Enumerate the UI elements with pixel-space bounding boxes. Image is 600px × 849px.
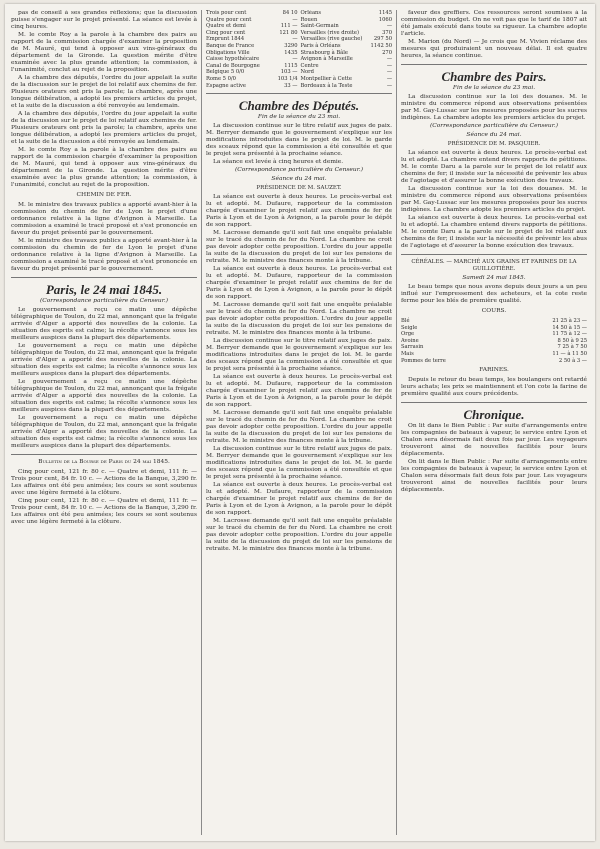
row-value: 1115 [284,62,298,69]
deputes-paragraph: La séance est ouverte à deux heures. Le procès-verbal est lu et adopté. M. Dufaure, rapporteur de la commission chargée d'examiner le projet relatif aux chemins de fer de Paris à Lyon et de Lyon à Avignon, a la parole pour le dépôt de son rapport. [206,482,392,517]
deputes-paragraph: M. Lacrosse demande qu'il soit fait une enquête préalable sur le tracé du chemin de fer du Nord. La chambre ne croit pas devoir adopter cette proposition. L'ordre du jour appelle la suite de la discussion du projet de loi sur les pensions de retraite. M. le ministre des finances monte à la tribune. [206,518,392,553]
row-label: Nord [300,69,314,76]
row-label: Rome 5 0/0 [206,75,236,82]
table-row [401,318,587,325]
divider [11,454,197,455]
bourse-paragraph: Cinq pour cent, 121 fr. 80 c. — Quatre et demi, 111 fr. — Trois pour cent, 84 fr. 10 c. — Actions de la Banque, 3,290 fr. Les affaires ont été peu animées; les cours se sont soutenus avec une légère fermeté à la clôture. [11,498,197,525]
row-value: 121 80 [279,29,298,36]
table-row [301,69,393,76]
pairs-report-paragraph: M. le comte Roy a la parole à la chambre des pairs au rapport de la commission chargée d'examiner la proposition de M. Mauré, qui tend à opposer aux vins-généraux du département de la Gironde. La question mérite d'être examinée avec la plus grande attention; la commission, à l'unanimité, conclut au rejet de la proposition. [11,147,197,188]
cours-heading: COURS. [481,308,507,314]
table-row [301,83,393,90]
divider [11,277,197,278]
row-value: 3290 [284,42,298,49]
divider [206,93,392,94]
row-value: 370 [382,29,392,36]
row-value: — [386,69,392,76]
row-value: 11 75 à 12 — [552,331,587,338]
session-date: Séance du 24 mai. [271,176,327,183]
column-rule [396,10,397,835]
row-value: 33 — [284,82,298,89]
farines-heading: FARINES. [479,367,509,374]
row-label: Paris à Orléans [300,42,341,49]
table-row [206,56,298,63]
column-left [11,10,197,835]
correspondence-note: (Correspondance particulière du Censeur.) [429,123,559,129]
chronique-paragraph: On lit dans le Bien Public : Par suite d'arrangements entre les compagnies de bateaux à vapeur, le service entre Lyon et Chalon sera désormais fait deux fois par jour. Les voyageurs trouveront ainsi de nouvelles facilités pour leurs déplacements. [401,459,587,494]
table-row [206,17,298,24]
row-label: Quatre et demi [206,23,246,30]
row-value: 270 [382,49,392,56]
dateline-subtitle: (Correspondance particulière du Censeur.) [39,298,169,304]
row-value: 1435 [284,49,298,56]
row-label: Canal de Bourgogne [206,62,260,69]
chronique-paragraph: On lit dans le Bien Public : Par suite d'arrangements entre les compagnies de bateaux à vapeur, le service entre Lyon et Chalon sera désormais fait deux fois par jour. Les voyageurs trouveront ainsi de nouvelles facilités pour leurs déplacements. [401,423,587,458]
divider [401,254,587,255]
deputes-paragraph: La discussion continue sur le titre relatif aux juges de paix. M. Berryer demande que le gouvernement s'explique sur les modifications introduites dans le projet de loi. M. le garde des sceaux répond que la commission a été consultée et que le projet sera présenté à la prochaine séance. [206,446,392,481]
row-label: Mais [401,350,414,357]
row-value: 8 50 à 9 25 [557,337,587,344]
row-label: Orléans [300,10,322,16]
row-label: Orge [401,331,415,338]
row-label: Espagne active [206,82,246,89]
divider [401,64,587,65]
deputes-heading: Chambre des Députés. [238,98,360,114]
row-label: Bordeaux à la Teste [300,82,353,89]
row-value: — [386,62,392,69]
stock-table-right [301,10,393,89]
correspondence-note: (Correspondance particulière du Censeur.) [234,167,364,174]
row-value: 84 10 [282,10,298,16]
market-heading: CÉRÉALES. — MARCHÉ AUX GRAINS ET FARINES DE LA GUILLOTIÈRE. [411,259,577,272]
paris-paragraph: Le gouvernement a reçu ce matin une dépêche télégraphique de Toulon, du 22 mai, annonçant que la frégate arrivée d'Alger a apporté des nouvelles de la colonie. La situation des esprits est calme; la récolte s'annonce sous les meilleurs auspices dans la plupart des départements. [11,307,197,341]
deputes-paragraph: A la chambre des députés, l'ordre du jour appelait la suite de la discussion sur le projet de loi relatif aux chemins de fer. Plusieurs orateurs ont pris la parole; la chambre, après une longue délibération, a adopté les premiers articles du projet, et la suite de la discussion a été renvoyée au lendemain. [11,111,197,145]
paris-paragraph: Le gouvernement a reçu ce matin une dépêche télégraphique de Toulon, du 22 mai, annonçant que la frégate arrivée d'Alger a apporté des nouvelles de la colonie. La situation des esprits est calme; la récolte s'annonce sous les meilleurs auspices dans la plupart des départements. [11,343,197,377]
table-row [206,69,298,76]
stock-table-left [206,10,298,89]
row-label: Montpellier à Cette [300,75,352,82]
row-value: — [292,56,298,63]
paris-paragraph: Le gouvernement a reçu ce matin une dépêche télégraphique de Toulon, du 22 mai, annonçant que la frégate arrivée d'Alger a apporté des nouvelles de la colonie. La situation des esprits est calme; la récolte s'annonce sous les meilleurs auspices dans la plupart des départements. [11,379,197,413]
pairs-heading: Chambre des Pairs. [441,69,547,84]
deputes-paragraph: La séance est levée à cinq heures et demie. [213,159,344,166]
row-value: 297 50 [373,36,392,43]
presidence-line: PRÉSIDENCE DE M. PASQUIER. [447,141,541,147]
table-row [301,76,393,83]
greffiers-paragraph: M. Marion (du Nord) — Je crois que M. Vivien réclame des mesures qui produiraient un nouveau délai. Il est quatre heures, la séance continue. [401,39,587,59]
column-right [401,10,587,835]
row-label: Pommes de terre [401,357,446,364]
table-row [206,10,298,17]
chemin-paragraph: M. le ministre des travaux publics a apporté avant-hier à la commission du chemin de fer de Lyon le projet d'une ordonnance relative à la ligne d'Avignon à Marseille. La commission a examiné le tracé proposé et s'est prononcée en faveur du projet présenté par le gouvernement. [11,238,197,272]
table-row [206,36,298,43]
bourse-heading: Bulletin de la Bourse de Paris du 24 mai 1845. [38,459,170,465]
pairs-paragraph: La discussion continue sur la loi des douanes. M. le ministre du commerce répond aux observations présentées par M. Gay-Lussac sur les mesures proposées pour les sucres indigènes. La chambre adopte les premiers articles du projet. [401,94,587,121]
table-row [301,63,393,70]
intro-paragraph: pas de conseil à ses grandes réflexions; que la discussion puisse s'engager sur le projet présenté. La séance est levée à cinq heures. [11,10,197,30]
row-label: Belgique 5 0/0 [206,69,245,76]
deputes-paragraph: La discussion continue sur le titre relatif aux juges de paix. M. Berryer demande que le gouvernement s'explique sur les modifications introduites dans le projet de loi. M. le garde des sceaux répond que la commission a été consultée et que le projet sera présenté à la prochaine séance. [206,123,392,158]
row-label: Sarrasin [401,344,424,351]
table-row [401,331,587,338]
table-row [301,23,393,30]
pairs-paragraph: La séance est ouverte à deux heures. Le procès-verbal est lu et adopté. La chambre entend divers rapports de pétitions. M. le comte Daru a la parole sur le projet de loi relatif aux chemins de fer; il insiste sur la nécessité de prévenir les abus de l'agiotage et d'assurer la bonne exécution des travaux. [401,150,587,184]
row-value: — [386,56,392,63]
row-label: Avoine [401,337,419,344]
column-middle [206,10,392,835]
pairs-subtitle: Fin de la séance du 23 mai. [452,85,536,91]
column-rule [201,10,202,835]
row-label: Versailles (rive droite) [300,29,360,36]
row-value: — [386,82,392,89]
table-row [206,43,298,50]
row-label: Strasbourg à Bâle [300,49,348,56]
deputes-paragraph: La séance est ouverte à deux heures. Le procès-verbal est lu et adopté. M. Dufaure, rapporteur de la commission chargée d'examiner le projet relatif aux chemins de fer de Paris à Lyon et de Lyon à Avignon, a la parole pour le dépôt de son rapport. [206,266,392,301]
row-value: 103 — [280,69,298,76]
row-value: — [386,23,392,30]
row-value: 1060 [378,16,392,23]
row-label: Versailles (rive gauche) [300,36,363,43]
table-row [206,83,298,90]
deputes-paragraph: La séance est ouverte à deux heures. Le procès-verbal est lu et adopté. M. Dufaure, rapporteur de la commission chargée d'examiner le projet relatif aux chemins de fer de Paris à Lyon et de Lyon à Avignon, a la parole pour le dépôt de son rapport. [206,374,392,409]
pairs-paragraph: La discussion continue sur la loi des douanes. M. le ministre du commerce répond aux observations présentées par M. Gay-Lussac sur les mesures proposées pour les sucres indigènes. La chambre adopte les premiers articles du projet. [401,186,587,213]
row-value: 2 50 à 3 — [558,357,587,364]
table-row [301,10,393,17]
row-value: 14 50 à 15 — [552,324,587,331]
row-label: Emprunt 1844 [206,36,245,43]
row-label: Banque de France [206,42,255,49]
section-heading-chemin-de-fer: CHEMIN DE FER. [76,192,132,198]
table-row [401,358,587,365]
deputes-paragraph: M. Lacrosse demande qu'il soit fait une enquête préalable sur le tracé du chemin de fer du Nord. La chambre ne croit pas devoir adopter cette proposition. L'ordre du jour appelle la suite de la discussion du projet de loi sur les pensions de retraite. M. le ministre des finances monte à la tribune. [206,302,392,337]
row-label: Rouen [300,16,318,23]
chemin-paragraph: M. le ministre des travaux publics a apporté avant-hier à la commission du chemin de fer de Lyon le projet d'une ordonnance relative à la ligne d'Avignon à Marseille. La commission a examiné le tracé proposé et s'est prononcée en faveur du projet présenté par le gouvernement. [11,202,197,236]
table-row [301,36,393,43]
newspaper-page [5,4,595,841]
farines-paragraph: Depuis le retour du beau temps, les boulangers ont retardé leurs achats; les prix se maintiennent et l'on cote la farine de première qualité aux cours précédents. [401,377,587,398]
row-value: 7 25 à 7 50 [557,344,587,351]
row-value: — [386,75,392,82]
row-label: Blé [401,318,410,324]
bourse-paragraph: Cinq pour cent, 121 fr. 80 c. — Quatre et demi, 111 fr. — Trois pour cent, 84 fr. 10 c. — Actions de la Banque, 3,290 fr. Les affaires ont été peu animées; les cours se sont soutenus avec une légère fermeté à la clôture. [11,469,197,496]
deputes-paragraph: M. Lacrosse demande qu'il soit fait une enquête préalable sur le tracé du chemin de fer du Nord. La chambre ne croit pas devoir adopter cette proposition. L'ordre du jour appelle la suite de la discussion du projet de loi sur les pensions de retraite. M. le ministre des finances monte à la tribune. [206,230,392,265]
row-label: Saint-Germain [300,23,339,30]
dateline-heading: Paris, le 24 mai 1845. [45,282,163,297]
deputes-subtitle: Fin de la séance du 23 mai. [257,114,341,121]
row-label: Avignon à Marseille [300,56,353,63]
pairs-report-paragraph: M. le comte Roy a la parole à la chambre des pairs au rapport de la commission chargée d'examiner la proposition de M. Mauré, qui tend à opposer aux vins-généraux du département de la Gironde. La question mérite d'être examinée avec la plus grande attention; la commission, à l'unanimité, conclut au rejet de la proposition. [11,32,197,73]
row-value: 103 1/4 [277,75,298,82]
row-label: Seigle [401,324,418,331]
greffiers-paragraph: faveur des greffiers. Ces ressources seront soumises à la commission du budget. On ne voit pas que le tarif de 1807 ait été jamais exécuté dans toute sa rigueur. La chambre adopte l'article. [401,10,587,37]
row-value: 1145 [378,10,392,16]
market-date: Samedi 24 mai 1845. [462,275,526,281]
table-row [301,43,393,50]
session-date: Séance du 24 mai. [466,132,522,138]
table-row [206,30,298,37]
row-value: 21 25 à 23 — [552,318,587,324]
row-label: Caisse hypothécaire [206,56,260,63]
row-label: Centre [300,62,319,69]
deputes-paragraph: La discussion continue sur le titre relatif aux juges de paix. M. Berryer demande que le gouvernement s'explique sur les modifications introduites dans le projet de loi. M. le garde des sceaux répond que la commission a été consultée et que le projet sera présenté à la prochaine séance. [206,338,392,373]
row-label: Quatre pour cent [206,16,252,23]
table-row [301,56,393,63]
row-label: Cinq pour cent [206,29,246,36]
table-row [401,351,587,358]
paris-paragraph: Le gouvernement a reçu ce matin une dépêche télégraphique de Toulon, du 22 mai, annonçant que la frégate arrivée d'Alger a apporté des nouvelles de la colonie. La situation des esprits est calme; la récolte s'annonce sous les meilleurs auspices dans la plupart des départements. [11,415,197,449]
table-row [301,17,393,24]
row-value: 111 — [280,23,298,30]
row-label: Trois pour cent [206,10,247,16]
deputes-paragraph: M. Lacrosse demande qu'il soit fait une enquête préalable sur le tracé du chemin de fer du Nord. La chambre ne croit pas devoir adopter cette proposition. L'ordre du jour appelle la suite de la discussion du projet de loi sur les pensions de retraite. M. le ministre des finances monte à la tribune. [206,410,392,445]
table-row [206,76,298,83]
cours-table [401,318,587,364]
row-value: 11 — à 11 50 [552,350,587,357]
chronique-heading: Chronique. [463,407,525,423]
row-value: — [292,16,298,23]
pairs-paragraph: La séance est ouverte à deux heures. Le procès-verbal est lu et adopté. La chambre entend divers rapports de pétitions. M. le comte Daru a la parole sur le projet de loi relatif aux chemins de fer; il insiste sur la nécessité de prévenir les abus de l'agiotage et d'assurer la bonne exécution des travaux. [401,215,587,249]
table-row [401,344,587,351]
row-value: — [292,36,298,43]
divider [401,402,587,403]
table-row [206,23,298,30]
presidence-line: PRÉSIDENCE DE M. SAUZET. [256,185,342,192]
deputes-paragraph: La séance est ouverte à deux heures. Le procès-verbal est lu et adopté. M. Dufaure, rapporteur de la commission chargée d'examiner le projet relatif aux chemins de fer de Paris à Lyon et de Lyon à Avignon, a la parole pour le dépôt de son rapport. [206,194,392,229]
market-paragraph: Le beau temps que nous avons depuis deux jours a un peu influé sur l'empressement des acheteurs, et la cote reste ferme pour les blés de première qualité. [401,284,587,304]
deputes-paragraph: A la chambre des députés, l'ordre du jour appelait la suite de la discussion sur le projet de loi relatif aux chemins de fer. Plusieurs orateurs ont pris la parole; la chambre, après une longue délibération, a adopté les premiers articles du projet, et la suite de la discussion a été renvoyée au lendemain. [11,75,197,109]
stock-tables [206,10,392,89]
row-value: 1142 50 [370,42,392,49]
row-label: Obligations Ville [206,49,250,56]
table-row [206,63,298,70]
